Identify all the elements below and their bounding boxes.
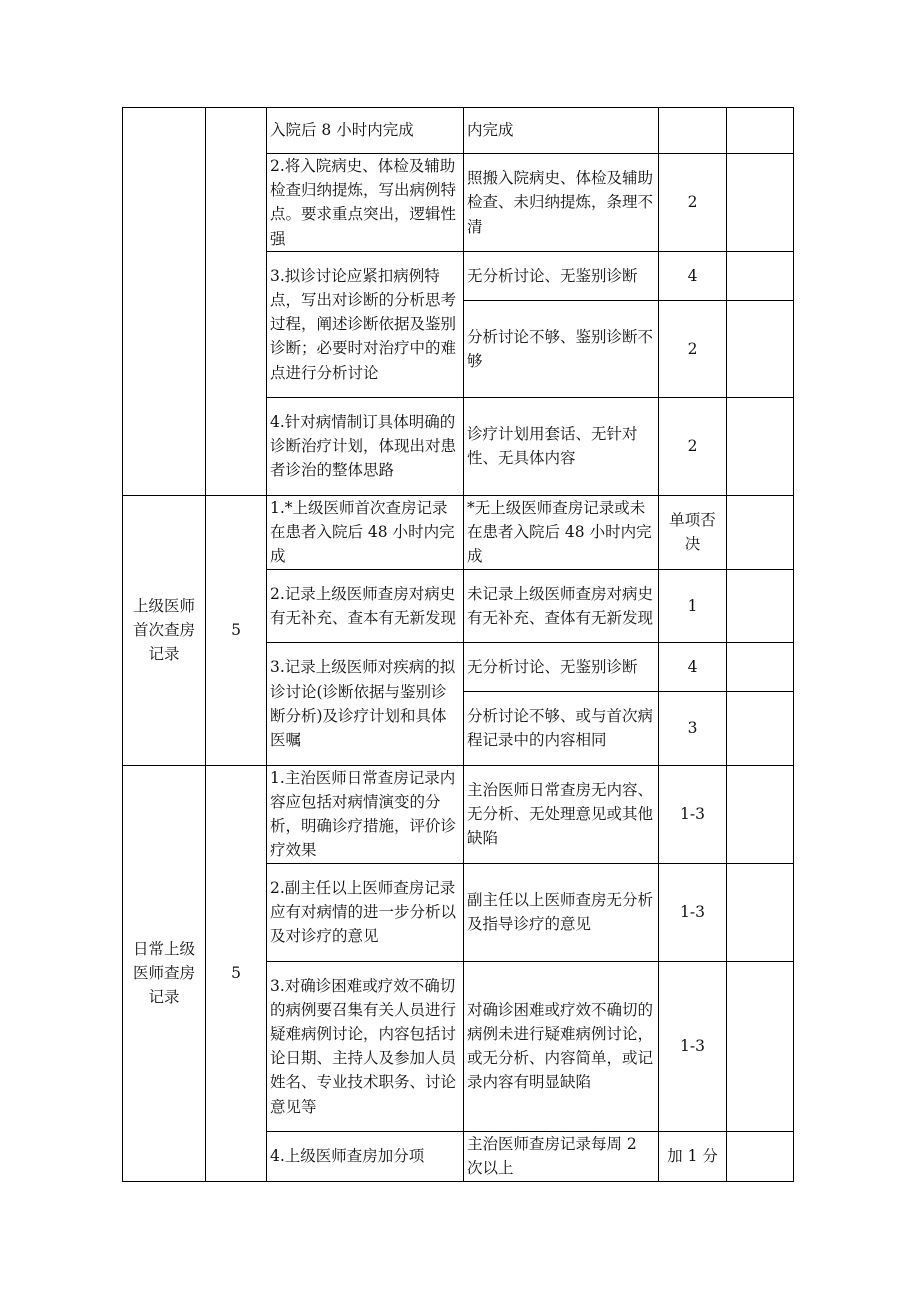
item-cell: 上级医师首次查房记录 xyxy=(123,495,206,765)
deduction-cell: 副主任以上医师查房无分析及指导诊疗的意见 xyxy=(464,863,659,961)
requirement-cell: 1.*上级医师首次查房记录在患者入院后 48 小时内完成 xyxy=(267,495,464,569)
deduction-cell: 分析讨论不够、鉴别诊断不够 xyxy=(464,300,659,397)
deduction-cell: 未记录上级医师查房对病史有无补充、查体有无新发现 xyxy=(464,569,659,642)
remark-cell xyxy=(727,691,794,765)
deduction-cell: 对确诊困难或疗效不确切的病例未进行疑难病例讨论，或无分析、内容简单，或记录内容有明显缺陷 xyxy=(464,961,659,1131)
item-cell-continued xyxy=(123,108,206,496)
points-cell xyxy=(659,108,727,154)
deduction-cell: 照搬入院病史、体检及辅助检查、未归纳提炼，条理不清 xyxy=(464,154,659,252)
points-cell: 3 xyxy=(659,691,727,765)
remark-cell xyxy=(727,961,794,1131)
remark-cell xyxy=(727,1131,794,1181)
requirement-cell: 2.记录上级医师查房对病史有无补充、查本有无新发现 xyxy=(267,569,464,642)
points-cell: 4 xyxy=(659,251,727,300)
points-cell: 2 xyxy=(659,300,727,397)
deduction-cell: 内完成 xyxy=(464,108,659,154)
deduction-cell: 主治医师日常查房无内容、无分析、无处理意见或其他缺陷 xyxy=(464,765,659,863)
remark-cell xyxy=(727,569,794,642)
points-cell: 2 xyxy=(659,397,727,495)
remark-cell xyxy=(727,863,794,961)
deduction-cell: *无上级医师查房记录或未在患者入院后 48 小时内完成 xyxy=(464,495,659,569)
table-row xyxy=(123,495,794,569)
table-row xyxy=(123,765,794,863)
requirement-cell: 3.对确诊困难或疗效不确切的病例要召集有关人员进行疑难病例讨论，内容包括讨论日期、主持人及参加人员姓名、专业技术职务、讨论意见等 xyxy=(267,961,464,1131)
deduction-cell: 主治医师查房记录每周 2 次以上 xyxy=(464,1131,659,1181)
requirement-cell: 2.将入院病史、体检及辅助检查归纳提炼，写出病例特点。要求重点突出，逻辑性强 xyxy=(267,154,464,252)
deduction-cell: 无分析讨论、无鉴别诊断 xyxy=(464,251,659,300)
remark-cell xyxy=(727,495,794,569)
deduction-cell: 无分析讨论、无鉴别诊断 xyxy=(464,642,659,691)
deduction-cell: 诊疗计划用套话、无针对性、无具体内容 xyxy=(464,397,659,495)
requirement-cell: 入院后 8 小时内完成 xyxy=(267,108,464,154)
requirement-cell: 4.上级医师查房加分项 xyxy=(267,1131,464,1181)
deduction-cell: 分析讨论不够、或与首次病程记录中的内容相同 xyxy=(464,691,659,765)
points-cell: 4 xyxy=(659,642,727,691)
item-cell: 日常上级医师查房记录 xyxy=(123,765,206,1181)
score-cell-continued xyxy=(206,108,267,496)
requirement-cell: 1.主治医师日常查房记录内容应包括对病情演变的分析，明确诊疗措施，评价诊疗效果 xyxy=(267,765,464,863)
requirement-cell: 2.副主任以上医师查房记录应有对病情的进一步分析以及对诊疗的意见 xyxy=(267,863,464,961)
points-cell: 2 xyxy=(659,154,727,252)
remark-cell xyxy=(727,154,794,252)
scoring-table xyxy=(122,107,794,1182)
score-cell: 5 xyxy=(206,495,267,765)
points-cell: 1-3 xyxy=(659,961,727,1131)
points-cell: 1-3 xyxy=(659,765,727,863)
requirement-cell: 3.记录上级医师对疾病的拟诊讨论(诊断依据与鉴别诊断分析)及诊疗计划和具体医嘱 xyxy=(267,642,464,765)
remark-cell xyxy=(727,300,794,397)
remark-cell xyxy=(727,108,794,154)
points-cell: 单项否决 xyxy=(659,495,727,569)
points-cell: 1-3 xyxy=(659,863,727,961)
points-cell: 1 xyxy=(659,569,727,642)
table-row xyxy=(123,108,794,154)
remark-cell xyxy=(727,642,794,691)
requirement-cell: 3.拟诊讨论应紧扣病例特点，写出对诊断的分析思考过程，阐述诊断依据及鉴别诊断；必要时对治疗中的难点进行分析讨论 xyxy=(267,251,464,397)
remark-cell xyxy=(727,251,794,300)
remark-cell xyxy=(727,765,794,863)
remark-cell xyxy=(727,397,794,495)
requirement-cell: 4.针对病情制订具体明确的诊断治疗计划，体现出对患者诊治的整体思路 xyxy=(267,397,464,495)
score-cell: 5 xyxy=(206,765,267,1181)
points-cell: 加 1 分 xyxy=(659,1131,727,1181)
